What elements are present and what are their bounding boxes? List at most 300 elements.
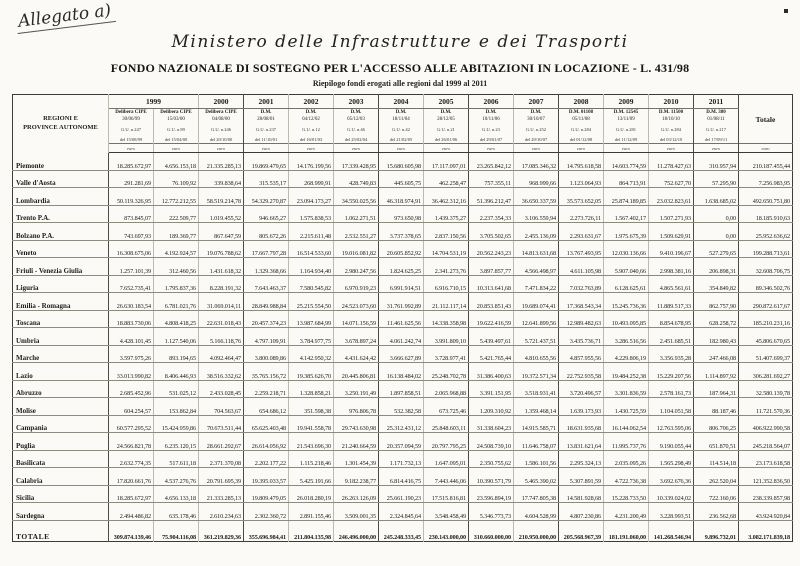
decree-name: D.M. <box>305 110 317 115</box>
value-cell: 2.295.324,13 <box>559 450 604 468</box>
euro-label: euro <box>739 144 793 153</box>
year-header: 2009 <box>604 95 649 109</box>
value-cell: 14.176.199,56 <box>289 153 334 171</box>
value-cell: 199.288.713,61 <box>739 240 793 258</box>
value-cell: 1.209.310,92 <box>469 398 514 416</box>
decree-name: D.M. 01108 <box>568 110 594 115</box>
value-cell: 70.673.511,44 <box>199 415 244 433</box>
table-row <box>13 328 793 346</box>
value-cell: 121.352.836,50 <box>739 468 793 486</box>
value-cell: 628.258,72 <box>694 310 739 328</box>
value-cell: 7.256.983,95 <box>739 170 793 188</box>
value-cell: 3.509.001,35 <box>334 503 379 521</box>
euro-label: euro <box>649 144 694 153</box>
value-cell: 20.562.243,23 <box>469 240 514 258</box>
value-cell: 291.281,69 <box>109 170 154 188</box>
value-cell: 310.957,94 <box>694 153 739 171</box>
value-cell: 428.749,83 <box>334 170 379 188</box>
value-cell: 1.439.375,27 <box>424 205 469 223</box>
value-cell: 17.747.805,38 <box>514 485 559 503</box>
year-header: 2001 <box>244 95 289 109</box>
value-cell: 1.507.271,93 <box>649 205 694 223</box>
euro-label: euro <box>604 144 649 153</box>
value-cell: 14.704.531,19 <box>424 240 469 258</box>
value-cell: 1.639.173,93 <box>559 398 604 416</box>
table-row <box>13 310 793 328</box>
value-cell: 11.721.570,36 <box>739 398 793 416</box>
value-cell: 3.720.496,57 <box>559 380 604 398</box>
value-cell: 517.611,18 <box>154 450 199 468</box>
value-cell: 268.999,91 <box>289 170 334 188</box>
decree-header <box>694 109 739 144</box>
value-cell: 1.171.732,13 <box>379 450 424 468</box>
value-cell: 18.285.672,97 <box>109 485 154 503</box>
value-cell: 15.680.605,98 <box>379 153 424 171</box>
table-row <box>13 363 793 381</box>
value-cell: 19.076.788,62 <box>199 240 244 258</box>
region-cell: Valle d'Aosta <box>13 170 109 188</box>
value-cell: 13.767.493,95 <box>559 240 604 258</box>
gazette-number: G.U. n.281 <box>616 127 636 132</box>
gazette-number: G.U. n.284 <box>661 127 681 132</box>
value-cell: 20.457.374,23 <box>244 310 289 328</box>
total-value-cell: 9.896.732,01 <box>694 520 739 541</box>
value-cell: 185.210.231,16 <box>739 310 793 328</box>
value-cell: 4.857.955,56 <box>559 345 604 363</box>
value-cell: 3.800.089,86 <box>244 345 289 363</box>
value-cell: 3.597.975,26 <box>109 345 154 363</box>
value-cell: 9.410.196,67 <box>649 240 694 258</box>
value-cell: 14.915.585,71 <box>514 415 559 433</box>
region-cell: Puglia <box>13 433 109 451</box>
region-cell: Bolzano P.A. <box>13 223 109 241</box>
value-cell: 4.611.105,98 <box>559 258 604 276</box>
value-cell: 864.713,91 <box>604 170 649 188</box>
value-cell: 22.752.935,58 <box>559 363 604 381</box>
value-cell: 3.548.458,49 <box>424 503 469 521</box>
decree-header <box>559 109 604 144</box>
value-cell: 1.430.725,59 <box>604 398 649 416</box>
value-cell: 58.519.214,78 <box>199 188 244 206</box>
decree-date: 30/10/07 <box>527 116 545 122</box>
year-header: 2002 <box>289 95 334 109</box>
value-cell: 10.313.641,68 <box>469 275 514 293</box>
value-cell: 4.092.464,47 <box>199 345 244 363</box>
value-cell: 2.433.028,45 <box>199 380 244 398</box>
decree-date: 13/11/09 <box>617 116 635 122</box>
value-cell: 25.952.636,62 <box>739 223 793 241</box>
value-cell: 2.065.968,88 <box>424 380 469 398</box>
value-cell: 15.228.733,50 <box>604 485 649 503</box>
decree-header <box>199 109 244 144</box>
unit-row <box>13 144 793 153</box>
value-cell: 752.627,70 <box>649 170 694 188</box>
value-cell: 3.356.935,28 <box>649 345 694 363</box>
value-cell: 654.686,12 <box>244 398 289 416</box>
value-cell: 50.119.326,95 <box>109 188 154 206</box>
value-cell: 24.508.739,10 <box>469 433 514 451</box>
region-cell: Toscana <box>13 310 109 328</box>
value-cell: 7.471.834,22 <box>514 275 559 293</box>
value-cell: 1.431.618,32 <box>199 258 244 276</box>
value-cell: 3.228.993,51 <box>649 503 694 521</box>
euro-label: euro <box>199 144 244 153</box>
value-cell: 32.608.706,75 <box>739 258 793 276</box>
value-cell: 57.295,90 <box>694 170 739 188</box>
value-cell: 5.346.773,73 <box>469 503 514 521</box>
decree-name: D.M. <box>485 110 497 115</box>
table-row <box>13 153 793 171</box>
value-cell: 2.350.755,62 <box>469 450 514 468</box>
value-cell: 18.185.910,63 <box>739 205 793 223</box>
year-header: 2011 <box>694 95 739 109</box>
value-cell: 182.980,43 <box>694 328 739 346</box>
euro-label: euro <box>379 144 424 153</box>
value-cell: 339.838,64 <box>199 170 244 188</box>
value-cell: 19.372.571,34 <box>514 363 559 381</box>
value-cell: 88.187,46 <box>694 398 739 416</box>
table-row <box>13 188 793 206</box>
value-cell: 206.898,31 <box>694 258 739 276</box>
value-cell: 32.580.139,78 <box>739 380 793 398</box>
value-cell: 19.016.081,82 <box>334 240 379 258</box>
year-header: 2006 <box>469 95 514 109</box>
decree-name: Delibera CIPE <box>160 110 192 115</box>
euro-label: euro <box>109 144 154 153</box>
euro-label: euro <box>469 144 514 153</box>
value-cell: 492.650.751,80 <box>739 188 793 206</box>
value-cell: 7.643.463,37 <box>244 275 289 293</box>
value-cell: 2.259.218,71 <box>244 380 289 398</box>
value-cell: 23.173.618,58 <box>739 450 793 468</box>
value-cell: 31.338.604,23 <box>469 415 514 433</box>
decree-date: 04/12/02 <box>302 116 320 122</box>
value-cell: 25.312.431,12 <box>379 415 424 433</box>
decree-header-row <box>13 109 793 144</box>
value-cell: 20.605.852,92 <box>379 240 424 258</box>
value-cell: 65.625.403,48 <box>244 415 289 433</box>
value-cell: 21.240.664,59 <box>334 433 379 451</box>
value-cell: 4.229.806,19 <box>604 345 649 363</box>
value-cell: 189.369,77 <box>154 223 199 241</box>
table-row <box>13 415 793 433</box>
value-cell: 4.656.133,18 <box>154 485 199 503</box>
gazette-date: del 15/08/99 <box>119 136 143 142</box>
value-cell: 25.215.554,50 <box>289 293 334 311</box>
value-cell: 2.341.273,76 <box>424 258 469 276</box>
value-cell: 21.333.285,13 <box>199 485 244 503</box>
document-title: FONDO NAZIONALE DI SOSTEGNO PER L'ACCESSO ALLE ABITAZIONI IN LOCAZIONE - L. 431/98 <box>110 61 690 75</box>
value-cell: 4.604.528,99 <box>514 503 559 521</box>
value-cell: 11.646.758,07 <box>514 433 559 451</box>
value-cell: 238.339.857,98 <box>739 485 793 503</box>
euro-label: euro <box>514 144 559 153</box>
value-cell: 38.516.332,62 <box>199 363 244 381</box>
value-cell: 862.757,90 <box>694 293 739 311</box>
total-value-cell: 181.191.060,00 <box>604 520 649 541</box>
decree-date: 18/10/10 <box>662 116 680 122</box>
gazette-number: G.U. n.252 <box>526 127 546 132</box>
gazette-date: del 15/04/00 <box>164 136 188 142</box>
value-cell: 312.460,56 <box>154 258 199 276</box>
euro-label: euro <box>694 144 739 153</box>
value-cell: 1.062.271,51 <box>334 205 379 223</box>
value-cell: 17.820.661,76 <box>109 468 154 486</box>
value-cell: 19.869.479,65 <box>244 153 289 171</box>
value-cell: 23.032.823,61 <box>649 188 694 206</box>
decree-date: 30/06/99 <box>122 116 140 122</box>
value-cell: 26.614.056,92 <box>244 433 289 451</box>
region-cell: Liguria <box>13 275 109 293</box>
value-cell: 31.761.992,89 <box>379 293 424 311</box>
region-cell: Emilia - Romagna <box>13 293 109 311</box>
value-cell: 16.144.062,54 <box>604 415 649 433</box>
year-header: 2005 <box>424 95 469 109</box>
decree-header <box>514 109 559 144</box>
decree-name: D.M. <box>440 110 452 115</box>
value-cell: 3.784.977,75 <box>289 328 334 346</box>
value-cell: 14.338.358,98 <box>424 310 469 328</box>
euro-label: euro <box>559 144 604 153</box>
value-cell: 4.428.101,45 <box>109 328 154 346</box>
value-cell: 153.862,84 <box>154 398 199 416</box>
gazette-number: G.U. n.247 <box>121 127 141 132</box>
total-value-cell: 3.082.171.839,18 <box>739 520 793 541</box>
total-value-cell: 211.804.135,98 <box>289 520 334 541</box>
value-cell: 4.656.153,18 <box>154 153 199 171</box>
value-cell: 9.190.055,44 <box>649 433 694 451</box>
gazette-date: del 25/02/04 <box>344 136 368 142</box>
table-row <box>13 450 793 468</box>
value-cell: 10.493.095,85 <box>604 310 649 328</box>
table-row <box>13 205 793 223</box>
value-cell: 4.797.109,91 <box>244 328 289 346</box>
value-cell: 25.874.189,85 <box>604 188 649 206</box>
value-cell: 527.279,65 <box>694 240 739 258</box>
value-cell: 0,00 <box>694 223 739 241</box>
decree-date: 28/08/01 <box>257 116 275 122</box>
value-cell: 76.109,92 <box>154 170 199 188</box>
value-cell: 2.302.360,72 <box>244 503 289 521</box>
value-cell: 406.922.990,58 <box>739 415 793 433</box>
value-cell: 1.586.101,56 <box>514 450 559 468</box>
region-cell: Abruzzo <box>13 380 109 398</box>
value-cell: 5.421.765,44 <box>469 345 514 363</box>
value-cell: 12.030.136,66 <box>604 240 649 258</box>
table-row <box>13 380 793 398</box>
value-cell: 12.641.899,56 <box>514 310 559 328</box>
value-cell: 805.672,26 <box>244 223 289 241</box>
value-cell: 14.813.631,68 <box>514 240 559 258</box>
value-cell: 25.848.603,11 <box>424 415 469 433</box>
gazette-date: del 20/10/00 <box>209 136 233 142</box>
value-cell: 290.872.617,67 <box>739 293 793 311</box>
value-cell: 2.980.247,56 <box>334 258 379 276</box>
value-cell: 1.127.540,06 <box>154 328 199 346</box>
value-cell: 14.071.156,59 <box>334 310 379 328</box>
value-cell: 23.596.894,19 <box>469 485 514 503</box>
value-cell: 12.763.595,06 <box>649 415 694 433</box>
value-cell: 4.566.498,97 <box>514 258 559 276</box>
value-cell: 1.509.629,91 <box>649 223 694 241</box>
value-cell: 1.975.675,39 <box>604 223 649 241</box>
gazette-date: del 16/01/03 <box>299 136 323 142</box>
value-cell: 18.285.672,97 <box>109 153 154 171</box>
region-cell: Lombardia <box>13 188 109 206</box>
table-row <box>13 293 793 311</box>
gazette-number: G.U. n.21 <box>437 127 455 132</box>
value-cell: 19.385.626,70 <box>289 363 334 381</box>
table-row <box>13 433 793 451</box>
value-cell: 3.692.676,36 <box>649 468 694 486</box>
gazette-number: G.U. n.89 <box>167 127 185 132</box>
value-cell: 245.218.564,07 <box>739 433 793 451</box>
decree-header <box>154 109 199 144</box>
value-cell: 531.025,12 <box>154 380 199 398</box>
decree-date: 05/12/03 <box>347 116 365 122</box>
value-cell: 2.837.150,56 <box>424 223 469 241</box>
ministry-title: Ministero delle Infrastrutture e dei Trasporti <box>171 32 629 52</box>
table-row <box>13 240 793 258</box>
gazette-number: G.U. n.217 <box>706 127 726 132</box>
table-row <box>13 170 793 188</box>
value-cell: 2.035.095,26 <box>604 450 649 468</box>
gazette-date: del 17/09/11 <box>704 136 728 142</box>
value-cell: 2.293.631,67 <box>559 223 604 241</box>
value-cell: 1.104.051,58 <box>649 398 694 416</box>
value-cell: 351.598,38 <box>289 398 334 416</box>
value-cell: 20.797.795,25 <box>424 433 469 451</box>
value-cell: 8.228.191,32 <box>199 275 244 293</box>
funds-table <box>12 94 793 542</box>
value-cell: 1.824.625,25 <box>379 258 424 276</box>
value-cell: 976.806,78 <box>334 398 379 416</box>
value-cell: 5.307.891,59 <box>559 468 604 486</box>
value-cell: 2.273.726,11 <box>559 205 604 223</box>
region-cell: Sicilia <box>13 485 109 503</box>
region-cell: Piemonte <box>13 153 109 171</box>
year-header: 2003 <box>334 95 379 109</box>
value-cell: 651.870,51 <box>694 433 739 451</box>
decree-date: 18/11/04 <box>392 116 410 122</box>
table-row <box>13 398 793 416</box>
value-cell: 4.807.230,86 <box>559 503 604 521</box>
value-cell: 17.339.428,95 <box>334 153 379 171</box>
value-cell: 13.831.621,64 <box>559 433 604 451</box>
value-cell: 4.865.561,61 <box>649 275 694 293</box>
value-cell: 26.630.183,54 <box>109 293 154 311</box>
value-cell: 28.661.292,67 <box>199 433 244 451</box>
year-header: 2007 <box>514 95 559 109</box>
decree-header <box>469 109 514 144</box>
value-cell: 532.382,58 <box>379 398 424 416</box>
total-value-cell: 245.248.333,45 <box>379 520 424 541</box>
value-cell: 873.845,07 <box>109 205 154 223</box>
value-cell: 354.849,82 <box>694 275 739 293</box>
value-cell: 25.248.702,78 <box>424 363 469 381</box>
value-cell: 6.235.120,15 <box>154 433 199 451</box>
total-value-cell: 75.904.116,08 <box>154 520 199 541</box>
value-cell: 14.603.774,59 <box>604 153 649 171</box>
value-cell: 19.941.558,78 <box>289 415 334 433</box>
value-cell: 2.324.845,64 <box>379 503 424 521</box>
value-cell: 3.678.897,24 <box>334 328 379 346</box>
decree-header <box>379 109 424 144</box>
total-value-cell: 355.696.984,41 <box>244 520 289 541</box>
decree-name: D.M. 380 <box>706 110 726 115</box>
decree-name: D.M. <box>395 110 407 115</box>
value-cell: 2.455.136,09 <box>514 223 559 241</box>
value-cell: 3.250.191,49 <box>334 380 379 398</box>
value-cell: 262.520,04 <box>694 468 739 486</box>
gazette-date: del 11/12/09 <box>614 136 638 142</box>
decree-date: 04/08/00 <box>212 116 230 122</box>
value-cell: 31.069.014,11 <box>199 293 244 311</box>
value-cell: 33.013.990,82 <box>109 363 154 381</box>
value-cell: 16.308.675,06 <box>109 240 154 258</box>
gazette-number: G.U. n.42 <box>392 127 410 132</box>
year-header: 1999 <box>109 95 199 109</box>
value-cell: 7.443.446,06 <box>424 468 469 486</box>
total-column-header: Totale <box>739 95 793 144</box>
value-cell: 20.791.695,39 <box>199 468 244 486</box>
value-cell: 946.665,27 <box>244 205 289 223</box>
value-cell: 806.706,25 <box>694 415 739 433</box>
gazette-date: del 21/02/05 <box>389 136 413 142</box>
value-cell: 247.466,08 <box>694 345 739 363</box>
region-cell: Sardegna <box>13 503 109 521</box>
value-cell: 6.970.919,23 <box>334 275 379 293</box>
value-cell: 22.631.018,43 <box>199 310 244 328</box>
region-cell: Molise <box>13 398 109 416</box>
value-cell: 315.535,17 <box>244 170 289 188</box>
value-cell: 19.395.033,57 <box>244 468 289 486</box>
value-cell: 1.257.101,39 <box>109 258 154 276</box>
euro-label: euro <box>424 144 469 153</box>
decree-name: D.M. 12545 <box>613 110 639 115</box>
value-cell: 3.897.857,77 <box>469 258 514 276</box>
value-cell: 3.391.151,95 <box>469 380 514 398</box>
euro-label: euro <box>334 144 379 153</box>
total-value-cell: 309.874.139,46 <box>109 520 154 541</box>
value-cell: 11.995.737,76 <box>604 433 649 451</box>
value-cell: 1.647.095,01 <box>424 450 469 468</box>
value-cell: 1.328.858,21 <box>289 380 334 398</box>
value-cell: 704.563,67 <box>199 398 244 416</box>
total-value-cell: 141.268.546,94 <box>649 520 694 541</box>
value-cell: 6.128.625,61 <box>604 275 649 293</box>
decree-date: 28/12/05 <box>437 116 455 122</box>
value-cell: 1.019.455,52 <box>199 205 244 223</box>
value-cell: 7.032.763,89 <box>559 275 604 293</box>
gazette-date: del 29/01/07 <box>479 136 503 142</box>
gazette-date: del 01/12/08 <box>569 136 593 142</box>
value-cell: 26.263.126,09 <box>334 485 379 503</box>
gazette-number: G.U. n.46 <box>347 127 365 132</box>
value-cell: 968.999,66 <box>514 170 559 188</box>
decree-name: Delibera CIPE <box>205 110 237 115</box>
value-cell: 4.061.242,74 <box>379 328 424 346</box>
scan-speck <box>784 9 788 13</box>
table-row <box>13 503 793 521</box>
gazette-date: del 03/12/10 <box>659 136 683 142</box>
year-header: 2008 <box>559 95 604 109</box>
value-cell: 21.112.117,14 <box>424 293 469 311</box>
decree-header <box>649 109 694 144</box>
value-cell: 35.765.156,72 <box>244 363 289 381</box>
value-cell: 14.795.618,58 <box>559 153 604 171</box>
value-cell: 31.386.400,63 <box>469 363 514 381</box>
